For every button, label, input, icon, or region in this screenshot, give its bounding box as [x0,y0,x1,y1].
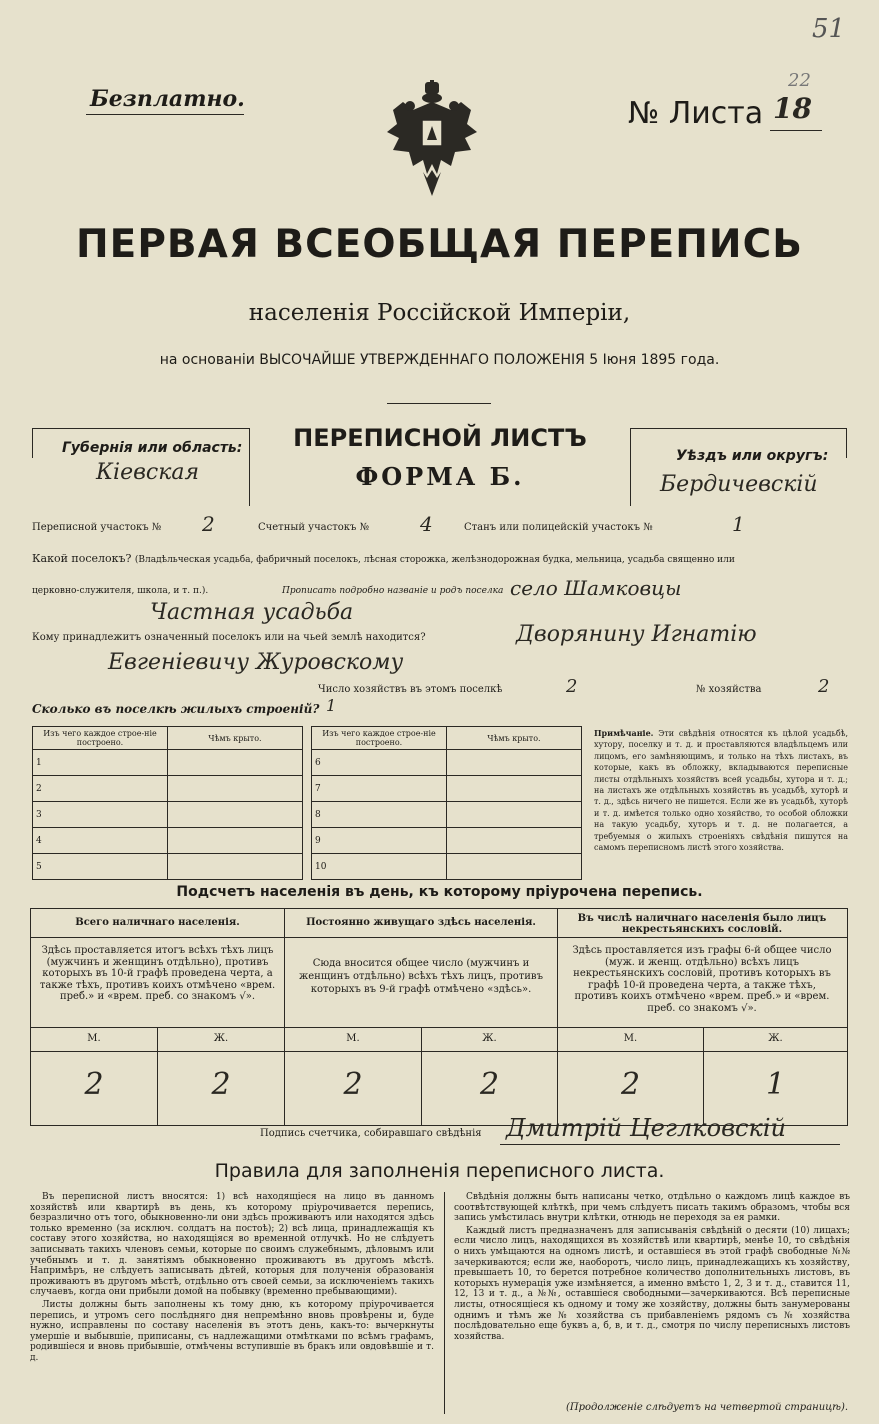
signature-label: Подпись счетчика, собиравшаго свѣдѣнія [260,1128,482,1139]
title-sub: населенія Россійской Имперіи, [248,300,631,326]
count-value-4: 2 [479,1067,500,1102]
poselok-label [32,552,735,566]
stan-label: Станъ или полицейскій участокъ № [464,522,653,533]
count-value-1: 2 [84,1067,104,1102]
note-block [594,728,848,853]
note-title: Примѣчаніе. [594,728,654,738]
poselok-value-1: село Шамковцы [510,576,682,600]
buildings-value: 1 [326,696,337,715]
title-basis: на основаніи ВЫСОЧАЙШЕ УТВЕРЖДЕННАГО ПОЛОЖЕНІЯ 5 Іюня 1895 года. [159,352,720,368]
count-title: Подсчетъ населенія въ день, къ которому пріурочена перепись. [176,884,703,900]
bt-col1-right: Изъ чего каждое строе-ніе построено. [312,727,447,750]
table-row: 3 8 [33,802,582,828]
double-headed-eagle-icon [383,80,481,198]
perep-uch-value: 2 [202,512,215,536]
poselok-hint-1: (Владѣльческая усадьба, фабричный поселокъ, лѣсная сторожка, желѣзнодорожная будка, мельница, усадьба священно или [134,555,735,565]
rules-title: Правила для заполненія переписного листа. [214,1160,665,1182]
rules-left-p2: Листы должны быть заполнены къ тому дню, къ которому пріурочивается перепись, и утромъ сего послѣдняго дня непремѣнно вновь провѣрены и, буде нужно, исправлены по составу населенія въ этотъ день, какъ-то: вычеркнуты умершіе и выбывшіе, приписаны, съ надлежащими отмѣтками по всѣмъ графамъ, родившіеся и вновь прибывшіе, отмѣчены вступившіе въ бракъ или овдовѣвшіе и т. д. [30,1299,434,1363]
sheet-number-value: 18 [773,92,812,125]
rules-left [30,1192,434,1364]
table-row: 4 9 [33,828,582,854]
owner-value-1: Дворянину Игнатію [516,622,757,647]
table-row: 1 6 [33,750,582,776]
buildings-table [32,726,582,880]
sheet-number-label: № Листа [628,96,764,131]
perep-uch-label: Переписной участокъ № [32,522,162,533]
note-text: Эти свѣдѣнія относятся къ цѣлой усадьбѣ, хутору, поселку и т. д. и проставляются владѣльцемъ или лицомъ, его замѣняющимъ, и только на тѣхъ листахъ, въ которые, какъ въ обложку, вкладываются переписные листы отдѣльныхъ хозяйствъ всей усадьбы, хутора и т. д.; на листахъ же отдѣльныхъ хозяйствъ въ усадьбѣ, хуторѣ и т. д., здѣсь ничего не пишется. Если же въ усадьбѣ, хуторѣ и т. д. имѣется только одно хозяйство, то особой обложки на такую усадьбу, хуторъ и т. д. не полагается, а требуемыя о жилыхъ строеніяхъ свѣдѣнія пишутся на самомъ переписномъ листѣ этого хозяйства. [594,729,848,853]
title-main: ПЕРВАЯ ВСЕОБЩАЯ ПЕРЕПИСЬ [76,222,803,267]
guberniya-value: Кіевская [96,460,200,485]
poselok-hint-2: церковно-служителя, школа, и т. п.). [32,586,209,596]
free-label: Безплатно. [90,86,245,112]
owner-label: Кому принадлежитъ означенный поселокъ или на чьей землѣ находится? [32,632,426,643]
count-value-3: 2 [343,1067,363,1102]
count-h3: Въ числѣ наличнаго населенія было лицъ некрестьянскихъ сословій. [577,913,827,935]
table-row: 2 7 [33,776,582,802]
bt-col2-left: Чѣмъ крыто. [168,727,303,750]
count-m2: М. [346,1033,360,1044]
continued-note: (Продолженіе слѣдуетъ на четвертой страницѣ). [566,1402,849,1413]
form-letter: ФОРМА Б. [355,462,525,491]
rules-right-p2: Каждый листъ предназначенъ для записыванія свѣдѣній о десяти (10) лицахъ; если число лицъ, находящихся въ хозяйствѣ или квартирѣ, менѣе 10, то свѣдѣнія о нихъ умѣщаются на одномъ листѣ, и оставшіеся въ этой графѣ свободные №№ зачеркиваются; если же, наоборотъ, число лицъ, принадлежащихъ къ хозяйству, превышаетъ 10, то берется потребное количество дополнительныхъ листовъ, въ которыхъ нумерація уже измѣняется, а именно вмѣсто 1, 2, 3 и т. д., ставится 11, 12, 13 и т. д., а №№, оставшіеся свободными—зачеркиваются. Всѣ переписные листы, относящіеся къ одному и тому же хозяйству, должны быть занумерованы однимъ и тѣмъ же № хозяйства съ прибавленіемъ рядомъ съ № хозяйства послѣдовательно еще буквъ а, б, в, и т. д., смотря по числу переписныхъ листовъ хозяйства. [454,1225,850,1342]
count-value-6: 1 [765,1067,786,1102]
sheet-number-overwrite: 22 [788,70,811,91]
household-no-value: 2 [818,676,830,697]
rules-right [454,1192,850,1342]
poselok-value-2: Частная усадьба [150,600,354,625]
households-value: 2 [566,676,578,697]
count-h1: Всего наличнаго населенія. [75,917,240,928]
schet-uch-label: Счетный участокъ № [258,522,370,533]
uezd-value: Бердичевскій [660,472,818,497]
owner-value-2: Евгеніевичу Журовскому [108,650,404,675]
stan-value: 1 [732,512,745,536]
count-m3: М. [623,1033,638,1044]
households-label: Число хозяйствъ въ этомъ поселкѣ [318,684,503,695]
count-f3: Ж. [768,1033,783,1044]
count-table [30,908,848,1126]
corner-number: 51 [812,14,846,44]
household-no-label: № хозяйства [696,684,762,695]
form-title: ПЕРЕПИСНОЙ ЛИСТЪ [293,424,587,452]
table-row: 5 10 [33,854,582,880]
count-d1: Здѣсь проставляется итогъ всѣхъ тѣхъ лицъ (мужчинъ и женщинъ отдѣльно), противъ которыхъ въ 10-й графѣ проведена черта, а также тѣхъ, противъ коихъ отмѣчено «врем. преб.» и «врем. преб. со знакомъ √». [39,945,276,1002]
rules-left-p1: Въ переписной листъ вносятся: 1) всѣ находящіеся на лицо въ данномъ хозяйствѣ или квартирѣ въ день, къ которому пріурочивается перепись, безразлично отъ того, обыкновенно-ли они здѣсь проживаютъ или находятся здѣсь только временно (за исключ. солдатъ на постоѣ); 2) всѣ лица, принадлежащія къ составу этого хозяйства, но находящіяся во временной отлучкѣ. Но не слѣдуетъ записывать такихъ членовъ семьи, которые по своимъ служебнымъ, дѣловымъ или учебнымъ и т. д. занятіямъ обыкновенно проживаютъ въ другомъ мѣстѣ. Напримѣръ, не слѣдуетъ записывать дѣтей, которыя для полученія образованія проживаютъ въ другомъ мѣстѣ, отдѣльно отъ своей семьи, за исключеніемъ такихъ случаевъ, когда они прибыли домой на побывку (временно пребывающими). [30,1192,434,1298]
count-value-5: 2 [620,1067,641,1102]
count-h2: Постоянно живущаго здѣсь населенія. [306,917,536,928]
bt-col2-right: Чѣмъ крыто. [447,727,582,750]
count-d2: Сюда вносится общее число (мужчинъ и женщинъ отдѣльно) всѣхъ тѣхъ лицъ, противъ которыхъ въ 9-й графѣ отмѣчено «здѣсь». [299,958,543,995]
schet-uch-value: 4 [420,512,433,536]
count-m1: М. [87,1033,101,1044]
signature-value: Дмитрій Цеглковскій [506,1114,786,1142]
poselok-hint-3: Прописать подробно названіе и родъ поселка [282,586,504,596]
count-d3: Здѣсь проставляется изъ графы 6-й общее число (муж. и женщ. отдѣльно) всѣхъ лицъ некрестьянскихъ сословій, противъ которыхъ въ графѣ 10-й проведена черта, а также тѣхъ, противъ коихъ отмѣчено «врем. преб.» и «врем. преб. со знакомъ √». [572,945,832,1014]
count-f2: Ж. [482,1033,497,1044]
count-f1: Ж. [213,1033,229,1044]
rules-right-p1: Свѣдѣнія должны быть написаны четко, отдѣльно о каждомъ лицѣ каждое въ соотвѣтствующей клѣткѣ, при чемъ слѣдуетъ писать такимъ образомъ, чтобы вся запись умѣстилась внутри клѣтки, отнюдь не переходя за ея рамки. [454,1192,850,1224]
buildings-label: Сколько въ поселкѣ жилыхъ строеній? [32,702,320,716]
uezd-label: Уѣздъ или округъ: [676,448,829,464]
count-value-2: 2 [211,1067,231,1102]
guberniya-label: Губернія или область: [62,440,243,456]
poselok-label-text: Какой поселокъ? [32,552,132,565]
bt-col1-left: Изъ чего каждое строе-ніе построено. [33,727,168,750]
